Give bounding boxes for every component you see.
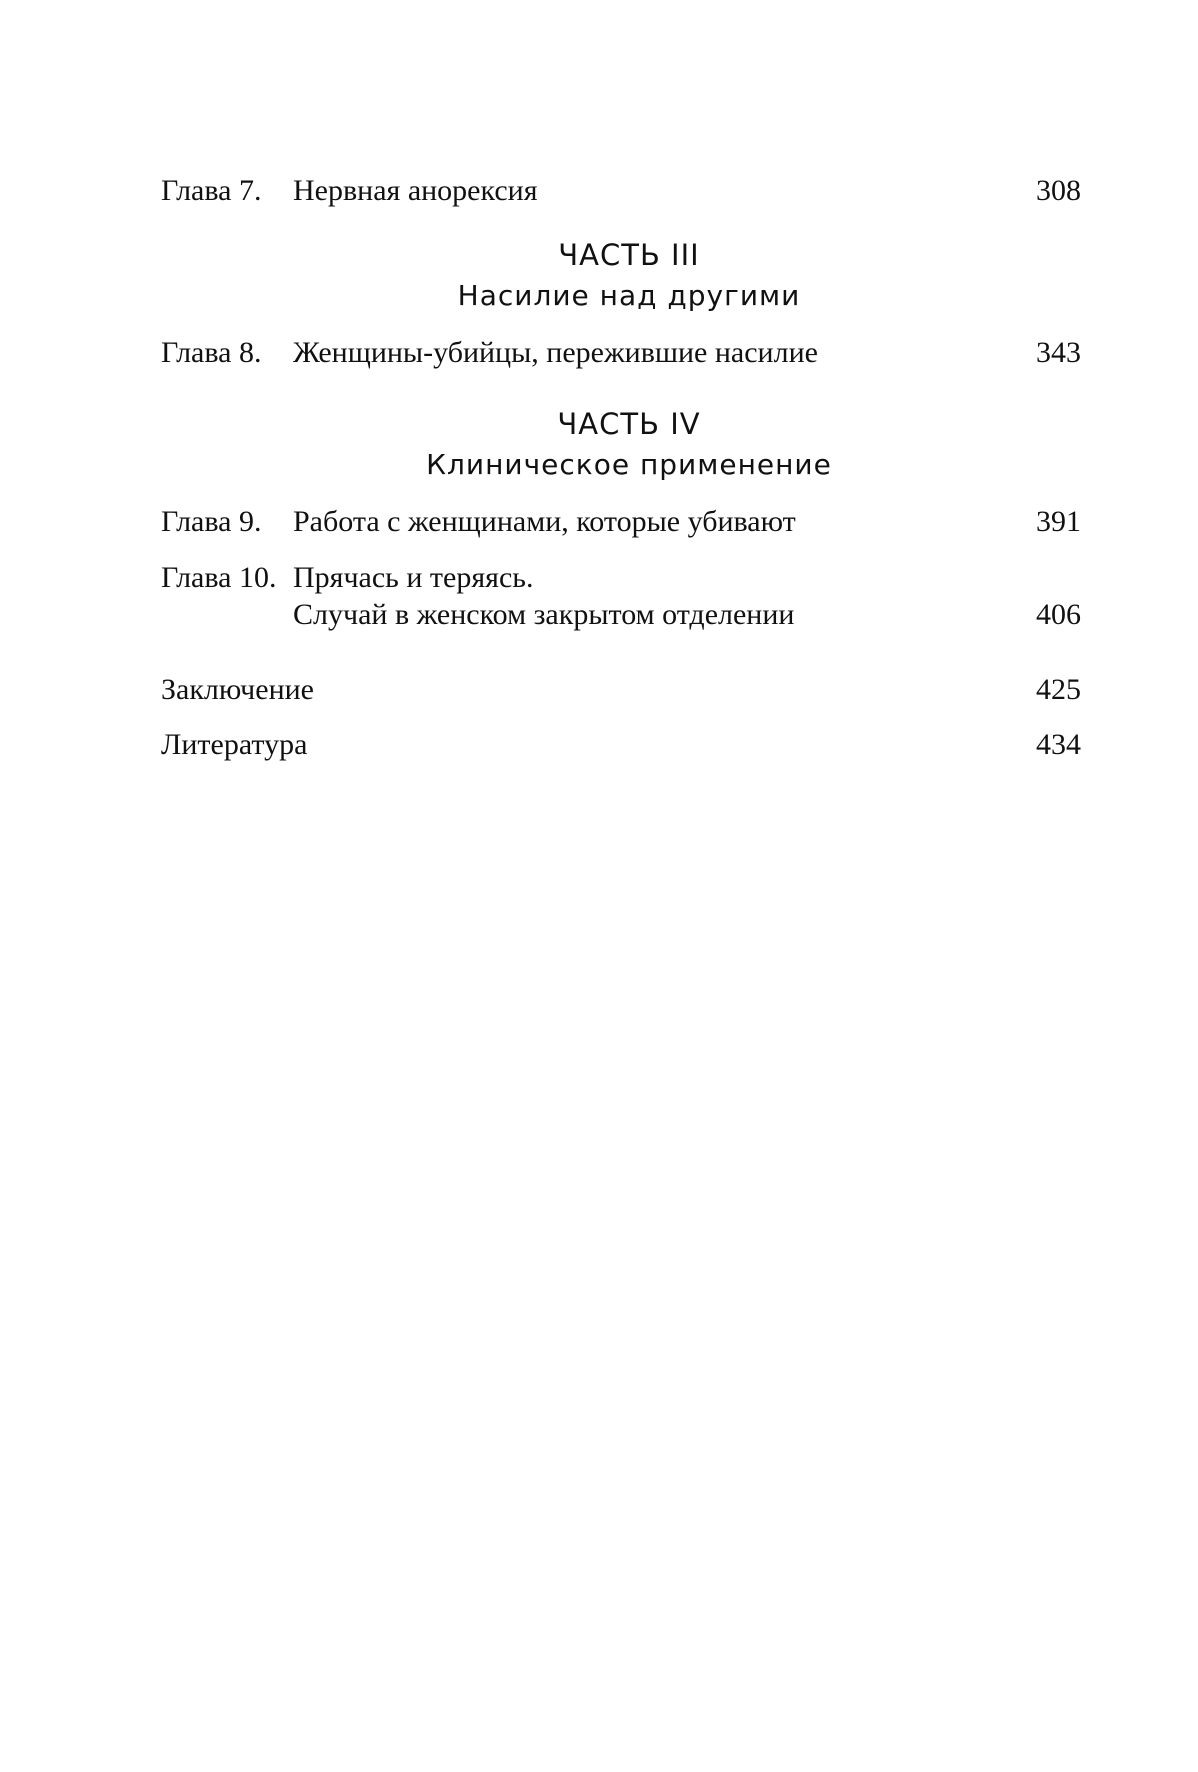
toc-entry-chapter-8[interactable]: [161, 334, 1081, 372]
toc-entry-chapter-10[interactable]: [161, 559, 1081, 639]
page-number: 308: [1036, 174, 1081, 207]
part-heading: [0, 406, 1198, 442]
chapter-label: Глава 8.: [161, 336, 262, 369]
chapter-label: Глава 9.: [161, 505, 262, 538]
part-subtitle: [0, 278, 1198, 314]
chapter-title-line-2: Случай в женском закрытом отделении: [293, 598, 795, 631]
page-number: 406: [1036, 598, 1081, 631]
part-heading: [0, 237, 1198, 273]
page-number: 343: [1036, 336, 1081, 369]
chapter-title: Нервная анорексия: [293, 174, 538, 207]
page-number: 425: [1036, 673, 1081, 706]
chapter-title-line-1: Прячась и теряясь.: [293, 561, 534, 594]
toc-entry-chapter-7[interactable]: [161, 172, 1081, 210]
chapter-title: Работа с женщинами, которые убивают: [293, 505, 796, 538]
part-subtitle-text: Насилие над другими: [457, 279, 801, 312]
part-label: ЧАСТЬ III: [558, 238, 700, 272]
page-number: 391: [1036, 505, 1081, 538]
part-subtitle: [0, 447, 1198, 483]
part-label: ЧАСТЬ IV: [557, 407, 701, 441]
toc-entry-conclusion[interactable]: [161, 671, 1081, 709]
chapter-title: Женщины-убийцы, пережившие насилие: [293, 336, 818, 369]
chapter-label: Глава 10.: [161, 561, 277, 594]
chapter-label: Глава 7.: [161, 174, 262, 207]
entry-title: Литература: [161, 728, 308, 761]
page-number: 434: [1036, 728, 1081, 761]
toc-entry-chapter-9[interactable]: [161, 503, 1081, 541]
toc-entry-references[interactable]: [161, 726, 1081, 764]
entry-title: Заключение: [161, 673, 314, 706]
part-subtitle-text: Клиническое применение: [426, 448, 832, 481]
